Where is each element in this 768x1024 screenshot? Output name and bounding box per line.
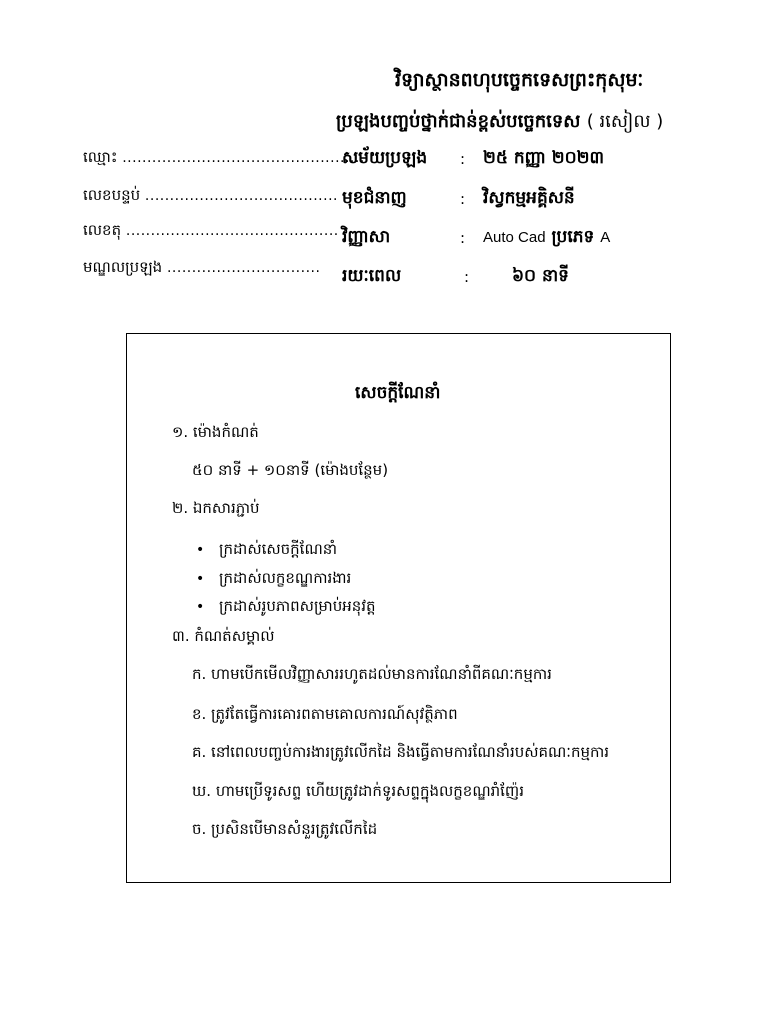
subject-type-code: A <box>600 229 611 246</box>
section-time-text: ៥០ នាទី + ១០នាទី (ម៉ោងបន្ថែម) <box>192 461 389 479</box>
desk-number-field <box>83 221 339 243</box>
exam-date-colon: : <box>460 150 466 168</box>
name-field <box>83 148 365 170</box>
institute-title: វិទ្យាស្ថានពហុបច្ចេកទេសព្រះកុសុមៈ <box>395 69 644 91</box>
duration-colon: : <box>464 268 470 286</box>
exam-center-field <box>83 258 320 280</box>
bullet-icon: • <box>196 542 205 558</box>
bullet-icon: • <box>196 599 205 615</box>
desk-number-blank: ........................................... <box>125 223 339 239</box>
subject-value <box>483 226 610 251</box>
specialty-label: មុខជំនាញ <box>342 188 407 208</box>
duration-label: រយៈពេល <box>342 266 402 286</box>
list-item <box>196 540 337 562</box>
desk-number-label: លេខតុ <box>83 221 122 239</box>
exam-title-text: ប្រឡងបញ្ចប់ថ្នាក់ជាន់ខ្ពស់បច្ចេកទេស <box>336 111 581 132</box>
document-item-2: ក្រដាស់លក្ខខណ្ឌការងារ <box>219 569 352 587</box>
exam-center-blank: ............................... <box>166 260 321 276</box>
note-item: ខ. ត្រូវតែធ្វើការគោរពតាមគោលការណ៍សុវត្ថិភាព <box>192 705 458 723</box>
section-time-heading: ១. ម៉ោងកំណត់ <box>172 423 259 441</box>
note-item: ច. ប្រសិនបើមានសំនួរត្រូវលើកដៃ <box>192 820 378 838</box>
document-item-1: ក្រដាស់សេចក្តីណែនាំ <box>219 540 338 558</box>
room-number-blank: ....................................... <box>144 188 338 204</box>
exam-center-label: មណ្ឌលប្រឡង <box>83 258 163 276</box>
subject-colon: : <box>460 229 466 247</box>
instructions-title: សេចក្តីណែនាំ <box>355 383 441 403</box>
subject-label: វិញ្ញាសា <box>342 227 391 247</box>
exam-date-label: សម័យប្រឡង <box>342 148 428 168</box>
document-item-3: ក្រដាស់រូបភាពសម្រាប់អនុវត្ត <box>219 597 376 615</box>
subject-name: Auto Cad <box>483 229 546 246</box>
note-item: ក. ហាមបើកមើលវិញ្ញាសាររហូតដល់មានការណែនាំពីគណៈកម្មការ <box>192 665 552 683</box>
subject-type-label: ប្រភេទ <box>551 227 595 247</box>
list-item <box>196 569 351 591</box>
room-number-field <box>83 186 338 208</box>
section-documents-heading: ២. ឯកសារភ្ជាប់ <box>172 499 260 517</box>
room-number-label: លេខបន្ទប់ <box>83 186 141 204</box>
note-item: គ. នៅពេលបញ្ចប់ការងារត្រូវលើកដៃ និងធ្វើតាមការណែនាំរបស់គណៈកម្មការ <box>192 743 610 761</box>
name-blank: ................................................. <box>122 150 365 166</box>
bullet-icon: • <box>196 571 205 587</box>
note-item: ឃ. ហាមប្រើទូរសព្ទ ហើយត្រូវដាក់ទូរសព្ទក្នុងលក្ខខណ្ឌរាំញ៉ែរ <box>192 782 524 800</box>
exam-title <box>336 109 663 136</box>
specialty-colon: : <box>460 190 466 208</box>
list-item <box>196 597 376 619</box>
section-notes-heading: ៣. កំណត់សម្គាល់ <box>172 627 275 645</box>
name-label: ឈ្មោះ <box>83 148 118 166</box>
duration-value: ៦០ នាទី <box>512 266 569 286</box>
exam-session-label: ( រសៀល ) <box>586 111 664 132</box>
exam-date-value: ២៥ កញ្ញា ២០២៣ <box>483 148 605 168</box>
specialty-value: វិស្វកម្មអគ្គិសនី <box>483 188 575 208</box>
